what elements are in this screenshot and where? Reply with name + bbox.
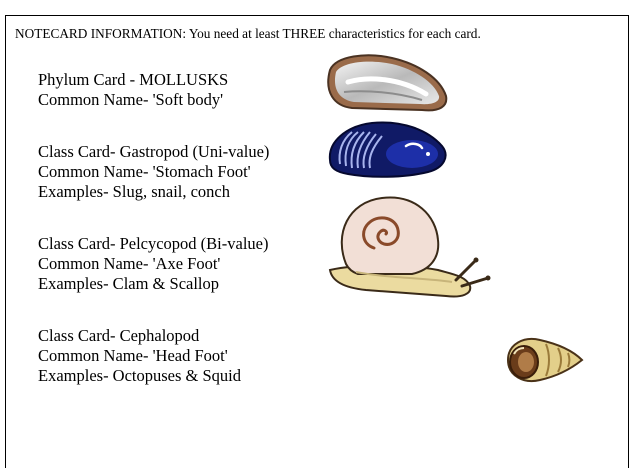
card-examples: Examples- Octopuses & Squid	[38, 366, 242, 385]
card-common-name: Common Name- 'Soft body'	[38, 90, 224, 109]
cephalopod-card-block	[38, 326, 241, 386]
conch-shell-image	[502, 334, 586, 386]
card-common-name: Common Name- 'Head Foot'	[38, 346, 228, 365]
card-common-name: Common Name- 'Stomach Foot'	[38, 162, 251, 181]
pelecypod-card-block	[38, 234, 268, 294]
card-title: Class Card- Pelcycopod (Bi-value)	[38, 234, 269, 253]
card-title: Class Card- Gastropod (Uni-value)	[38, 142, 270, 161]
snail-image	[326, 194, 492, 312]
phylum-card-block	[38, 70, 228, 110]
notecard-heading: NOTECARD INFORMATION: You need at least THREE characteristics for each card.	[15, 26, 481, 41]
card-examples: Examples- Clam & Scallop	[38, 274, 220, 293]
white-mussel-shell-image	[322, 52, 450, 114]
blue-mussel-shell-image	[324, 120, 450, 180]
gastropod-card-block	[38, 142, 269, 202]
card-title: Class Card- Cephalopod	[38, 326, 200, 345]
card-examples: Examples- Slug, snail, conch	[38, 182, 231, 201]
card-common-name: Common Name- 'Axe Foot'	[38, 254, 221, 273]
card-title: Phylum Card - MOLLUSKS	[38, 70, 229, 89]
